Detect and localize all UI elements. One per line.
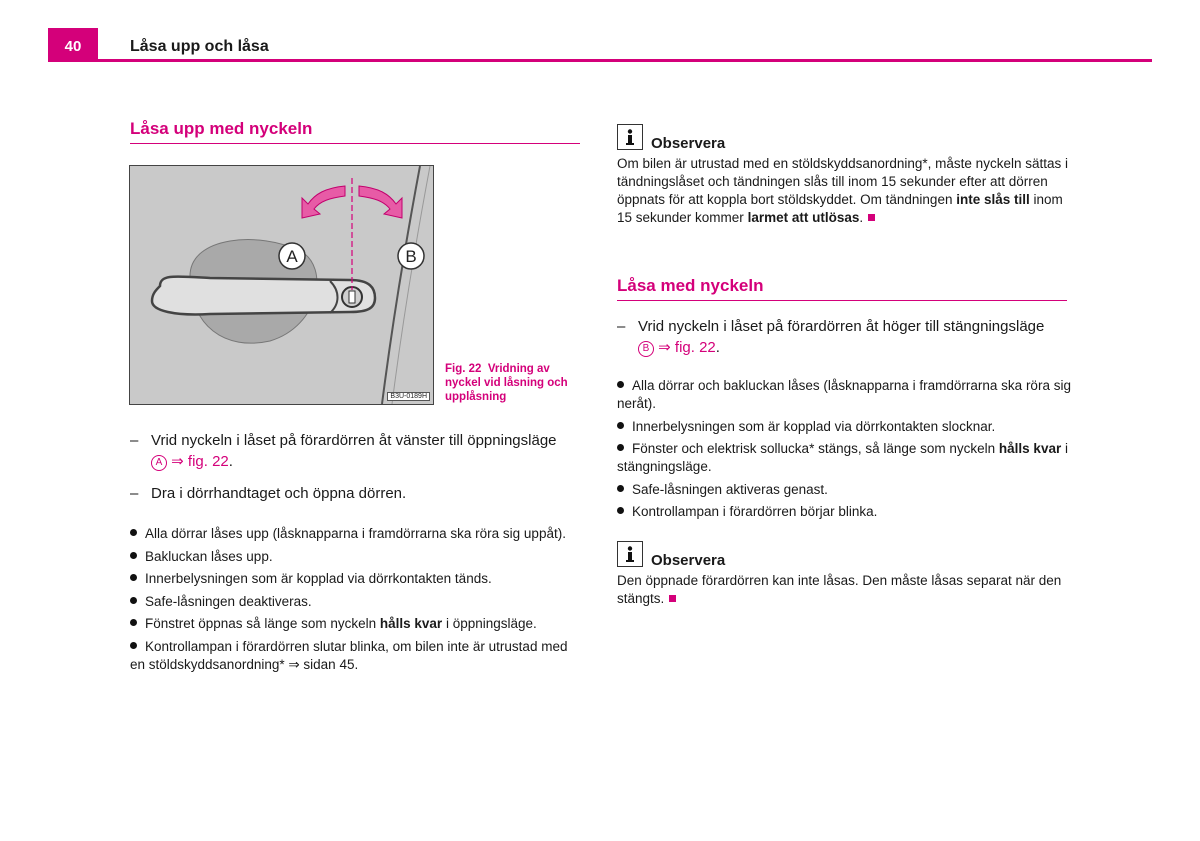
list-item — [617, 418, 1072, 436]
note-text-bold: inte slås till — [956, 192, 1030, 207]
step-unlock-2 — [130, 483, 585, 504]
list-item-text: Fönster och elektrisk sollucka* stängs, så länge som nyckeln — [632, 441, 999, 456]
list-item-text: i stängningsläge. — [617, 441, 1068, 474]
note-text-bold: larmet att utlösas — [747, 210, 860, 225]
list-item-text: Alla dörrar och bakluckan låses (låsknapparna i framdörrarna ska röra sig neråt). — [617, 378, 1071, 411]
list-item — [130, 593, 585, 611]
info-icon — [617, 124, 643, 150]
list-item-text: Fönstret öppnas så länge som nyckeln — [145, 616, 380, 631]
list-item-text: Innerbelysningen som är kopplad via dörrkontakten tänds. — [145, 571, 492, 586]
step-dash: – — [617, 318, 626, 335]
section-heading-lock: Låsa med nyckeln — [617, 276, 1067, 301]
info-icon — [617, 541, 643, 567]
step-text: Vrid nyckeln i låset på förardörren åt vänster till öppningsläge — [151, 432, 557, 449]
list-item-text: Safe-låsningen deaktiveras. — [145, 593, 312, 609]
position-badge-a: A — [151, 455, 167, 471]
list-item-bold: hålls kvar — [379, 616, 443, 631]
bullet-list-unlock — [130, 525, 585, 678]
step-tail: . — [715, 339, 720, 356]
list-item-text: Alla dörrar låses upp (låsknapparna i framdörrarna ska röra sig uppåt). — [145, 526, 566, 541]
list-item-text: Innerbelysningen som är kopplad via dörrkontakten slocknar. — [632, 418, 996, 434]
header-title: Låsa upp och låsa — [130, 38, 269, 55]
header-rule — [48, 59, 1152, 62]
step-dash: – — [130, 432, 139, 449]
list-item-text: Kontrollampan i förardörren börjar blinka. — [632, 504, 878, 519]
list-item — [130, 548, 585, 566]
list-item — [617, 377, 1072, 413]
figure-door-handle — [129, 165, 434, 405]
list-item — [130, 570, 585, 588]
figure-label-a: A — [286, 247, 298, 266]
list-item — [130, 615, 585, 633]
figure-link[interactable]: ⇒ fig. 22 — [171, 453, 229, 470]
figure-label-b: B — [405, 247, 417, 266]
page-number: 40 — [64, 38, 82, 55]
step-unlock-1 — [130, 430, 585, 472]
list-item-bold: hålls kvar — [998, 441, 1062, 456]
note-text-part: . — [859, 210, 864, 225]
list-item — [617, 440, 1072, 476]
end-marker — [868, 214, 875, 221]
step-text: Dra i dörrhandtaget och öppna dörren. — [151, 485, 407, 502]
bullet-list-lock — [617, 377, 1072, 526]
list-item-text: Bakluckan låses upp. — [145, 548, 273, 564]
figure-caption-number: Fig. 22 — [445, 363, 482, 375]
list-item — [130, 525, 585, 543]
note-text-part: inom 15 sekunder kommer — [617, 192, 1063, 225]
figure-code: B3U-0189H — [387, 392, 430, 401]
step-tail: . — [228, 453, 233, 470]
note-title: Observera — [651, 135, 726, 152]
note-text-part: Om bilen är utrustad med en stöldskyddsanordning*, måste nyckeln sättas i tändningslåset och tändningen slås till inom 15 sekunder efter att dörren öppnats för att koppla bort stöldskyddet. Om tändningen — [617, 156, 1068, 207]
section-heading-unlock: Låsa upp med nyckeln — [130, 119, 580, 144]
end-marker — [669, 595, 676, 602]
list-item-text: Kontrollampan i förardörren slutar blinka, om bilen inte är utrustad med en stöldskyddsanordning* ⇒ sidan 45. — [130, 638, 568, 672]
note-text — [617, 572, 1077, 608]
note-text-part: Den öppnade förardörren kan inte låsas. Den måste låsas separat när den stängts. — [617, 573, 1062, 606]
note-title: Observera — [651, 552, 726, 569]
note-text — [617, 155, 1077, 227]
list-item-text: Safe-låsningen aktiveras genast. — [632, 481, 828, 497]
list-item-text: i öppningsläge. — [442, 616, 537, 631]
list-item — [130, 638, 585, 674]
step-dash: – — [130, 485, 139, 502]
list-item — [617, 481, 1072, 499]
figure-link[interactable]: ⇒ fig. 22 — [658, 339, 716, 356]
list-item — [617, 503, 1072, 521]
door-handle-illustration — [130, 166, 433, 404]
step-lock-1 — [617, 316, 1072, 358]
position-badge-b: B — [638, 341, 654, 357]
figure-caption-text: Vridning av nyckel vid låsning och upplåsning — [445, 363, 568, 403]
step-text: Vrid nyckeln i låset på förardörren åt höger till stängningsläge — [638, 318, 1045, 335]
figure-caption — [445, 362, 585, 404]
